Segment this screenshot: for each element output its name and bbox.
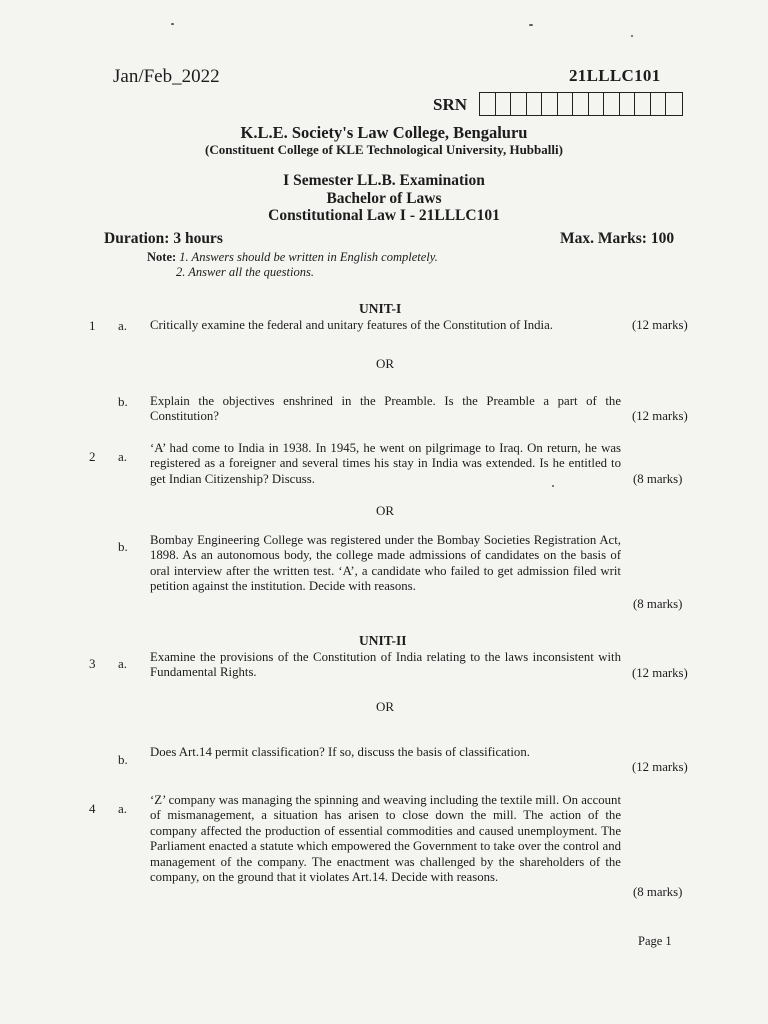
question-text: Does Art.14 permit classification? If so, discuss the basis of classification.: [150, 745, 530, 759]
degree-name: Bachelor of Laws: [326, 190, 442, 207]
college-name: K.L.E. Society's Law College, Bengaluru: [240, 123, 528, 142]
question-number: 1: [89, 318, 96, 333]
scan-speck: [529, 24, 533, 26]
srn-box: [480, 93, 496, 115]
srn-box: [542, 93, 558, 115]
scan-speck: [552, 485, 554, 487]
or-separator: OR: [376, 699, 395, 714]
page-number: Page 1: [638, 934, 672, 948]
question-letter: b.: [118, 752, 128, 767]
question-number: 4: [89, 801, 96, 816]
college-affiliation: (Constituent College of KLE Technological University, Hubballi): [205, 142, 563, 157]
scan-speck: [171, 23, 174, 25]
question-text: ‘Z’ company was managing the spinning and weaving including the textile mill. On account of mismanagement, a situation has arisen to close down the mill. The action of the company affected the production of essential commodities and caused unemployment. The Parliament enacted a statute which empowered the Government to take over the control and management of the company. The enactment was challenged by the shareholders of the company, on the ground that it violates Art.14. Decide with reasons.: [150, 793, 621, 885]
srn-box: [635, 93, 651, 115]
question-text: Examine the provisions of the Constitution of India relating to the laws inconsistent with Fundamental Rights.: [150, 650, 621, 680]
or-separator: OR: [376, 503, 395, 518]
or-separator: OR: [376, 356, 395, 371]
srn-box: [666, 93, 682, 115]
scan-speck: [631, 35, 633, 37]
question-text: ‘A’ had come to India in 1938. In 1945, he went on pilgrimage to Iraq. On return, he was registered as a foreigner and several times his stay in India was extended. Is he entitled to get Indian Citizenship? Discuss.: [150, 441, 621, 486]
question-text: Bombay Engineering College was registered under the Bombay Societies Registration Act, 1898. As an autonomous body, the college made admissions of candidates on the basis of oral interview after the written test. ‘A’, a candidate who failed to get admission filed writ petition against the institution. Decide with reasons.: [150, 533, 621, 594]
exam-title: I Semester LL.B. Examination: [283, 172, 485, 189]
note-line-1: [147, 250, 438, 265]
question-marks: (12 marks): [632, 666, 688, 680]
srn-box: [496, 93, 512, 115]
srn-box: [511, 93, 527, 115]
exam-session: Jan/Feb_2022: [113, 66, 220, 87]
duration: Duration: 3 hours: [104, 230, 223, 247]
question-marks: (12 marks): [632, 760, 688, 774]
srn-boxes: [479, 92, 683, 116]
question-text: Explain the objectives enshrined in the Preamble. Is the Preamble a part of the Constitution?: [150, 394, 621, 424]
note-2: 2. Answer all the questions.: [176, 265, 314, 279]
srn-box: [651, 93, 667, 115]
question-number: 2: [89, 449, 96, 464]
unit-heading: UNIT-I: [359, 301, 402, 316]
unit-heading: UNIT-II: [359, 633, 407, 648]
srn-label: SRN: [433, 95, 468, 114]
question-text: Critically examine the federal and unitary features of the Constitution of India.: [150, 318, 553, 332]
srn-box: [604, 93, 620, 115]
srn-box: [573, 93, 589, 115]
srn-box: [527, 93, 543, 115]
question-marks: (12 marks): [632, 318, 688, 332]
question-letter: b.: [118, 394, 128, 409]
note-label: Note:: [147, 250, 177, 264]
question-number: 3: [89, 656, 96, 671]
subject-title: Constitutional Law I - 21LLLC101: [268, 207, 500, 224]
max-marks: Max. Marks: 100: [560, 230, 675, 247]
question-marks: (8 marks): [633, 597, 683, 611]
course-code: 21LLLC101: [569, 66, 661, 85]
srn-box: [558, 93, 574, 115]
question-marks: (12 marks): [632, 409, 688, 423]
question-marks: (8 marks): [633, 885, 683, 899]
question-letter: b.: [118, 539, 128, 554]
srn-box: [620, 93, 636, 115]
note-1: 1. Answers should be written in English completely.: [179, 250, 438, 264]
question-letter: a.: [118, 318, 128, 333]
question-letter: a.: [118, 449, 128, 464]
srn-box: [589, 93, 605, 115]
question-letter: a.: [118, 656, 128, 671]
question-letter: a.: [118, 801, 128, 816]
question-marks: (8 marks): [633, 472, 683, 486]
